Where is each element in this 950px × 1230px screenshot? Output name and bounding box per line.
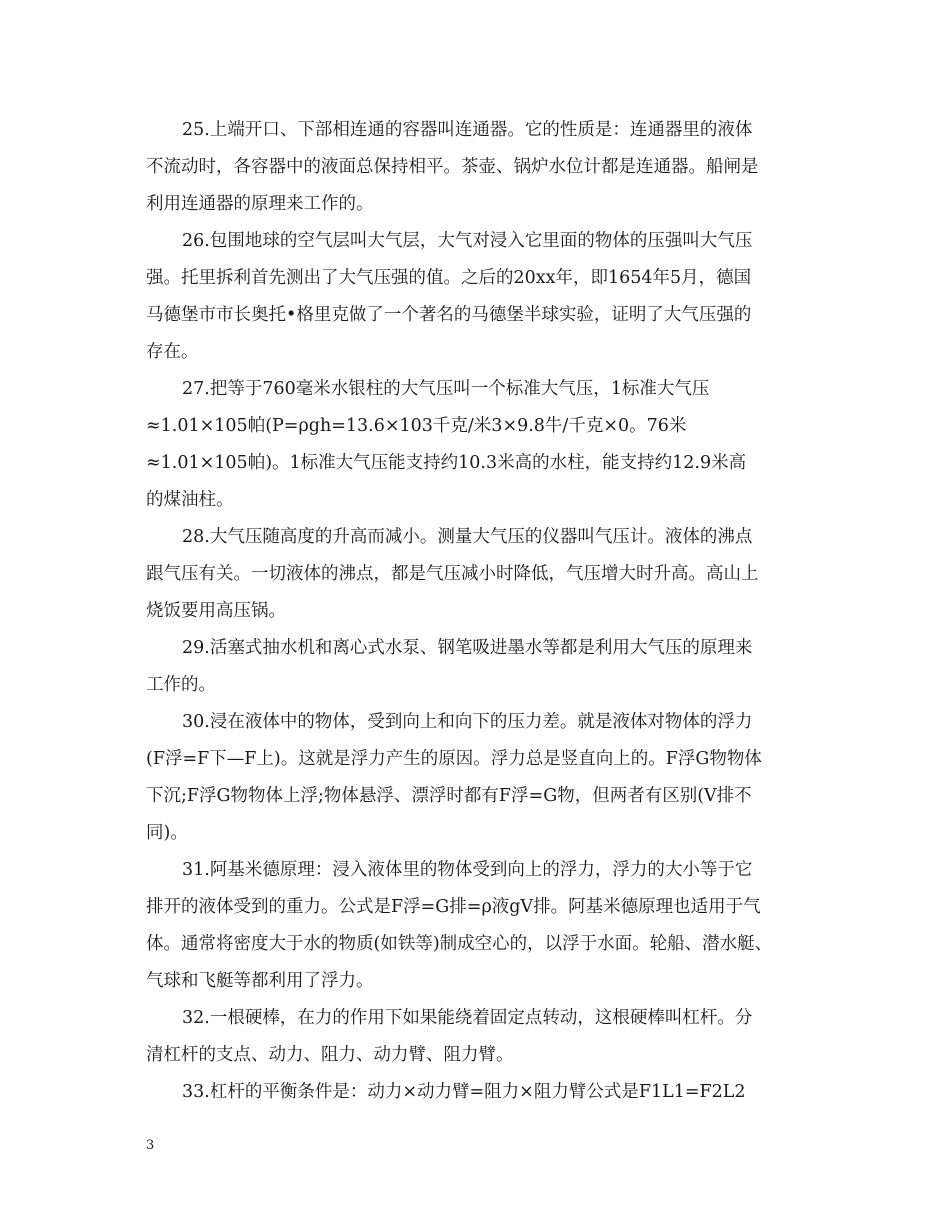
paragraph-line: ≈1.01×105帕(P=ρgh=13.6×103千克/米3×9.8牛/千克×0。76米 — [146, 416, 687, 436]
paragraph-line: 体。通常将密度大于水的物质(如铁等)制成空心的，以浮于水面。轮船、潜水艇、 — [146, 934, 773, 954]
paragraph-25 — [146, 112, 812, 223]
paragraph-32 — [146, 1000, 812, 1074]
document-body — [146, 112, 812, 1111]
paragraph-line: ≈1.01×105帕)。1标准大气压能支持约10.3米高的水柱，能支持约12.9米高 — [146, 453, 747, 473]
paragraph-line: 气球和飞艇等都利用了浮力。 — [146, 971, 374, 991]
page-number: 3 — [146, 1138, 155, 1153]
paragraph-line: 工作的。 — [146, 675, 216, 695]
paragraph-line: 27.把等于760毫米水银柱的大气压叫一个标准大气压，1标准大气压 — [182, 379, 710, 399]
paragraph-line: 利用连通器的原理来工作的。 — [146, 194, 374, 214]
paragraph-27 — [146, 371, 812, 519]
paragraph-line: 同)。 — [146, 823, 188, 843]
paragraph-33 — [146, 1074, 812, 1111]
paragraph-line: 30.浸在液体中的物体，受到向上和向下的压力差。就是液体对物体的浮力 — [182, 712, 753, 732]
paragraph-line: 清杠杆的支点、动力、阻力、动力臂、阻力臂。 — [146, 1045, 514, 1065]
paragraph-30 — [146, 704, 812, 852]
paragraph-line: 的煤油柱。 — [146, 490, 234, 510]
paragraph-31 — [146, 852, 812, 1000]
paragraph-line: 不流动时，各容器中的液面总保持相平。茶壶、锅炉水位计都是连通器。船闸是 — [146, 157, 759, 177]
paragraph-line: 排开的液体受到的重力。公式是F浮=G排=ρ液gV排。阿基米德原理也适用于气 — [146, 897, 761, 917]
paragraph-line: 强。托里拆利首先测出了大气压强的值。之后的20xx年，即1654年5月，德国 — [146, 268, 752, 288]
paragraph-line: (F浮=F下—F上)。这就是浮力产生的原因。浮力总是竖直向上的。F浮G物物体 — [146, 749, 762, 769]
paragraph-line: 33.杠杆的平衡条件是：动力×动力臂=阻力×阻力臂公式是F1L1=F2L2 — [182, 1082, 746, 1102]
paragraph-29 — [146, 630, 812, 704]
paragraph-line: 下沉;F浮G物物体上浮;物体悬浮、漂浮时都有F浮=G物，但两者有区别(V排不 — [146, 786, 752, 806]
paragraph-line: 26.包围地球的空气层叫大气层，大气对浸入它里面的物体的压强叫大气压 — [182, 231, 753, 251]
paragraph-28 — [146, 519, 812, 630]
paragraph-line: 25.上端开口、下部相连通的容器叫连通器。它的性质是：连通器里的液体 — [182, 120, 753, 140]
paragraph-line: 32.一根硬棒，在力的作用下如果能绕着固定点转动，这根硬棒叫杠杆。分 — [182, 1008, 753, 1028]
paragraph-line: 马德堡市市长奥托•格里克做了一个著名的马德堡半球实验，证明了大气压强的 — [146, 305, 752, 325]
paragraph-line: 存在。 — [146, 342, 199, 362]
paragraph-line: 29.活塞式抽水机和离心式水泵、钢笔吸进墨水等都是利用大气压的原理来 — [182, 638, 753, 658]
paragraph-line: 31.阿基米德原理：浸入液体里的物体受到向上的浮力，浮力的大小等于它 — [182, 860, 753, 880]
paragraph-26 — [146, 223, 812, 371]
paragraph-line: 跟气压有关。一切液体的沸点，都是气压减小时降低，气压增大时升高。高山上 — [146, 564, 759, 584]
paragraph-line: 28.大气压随高度的升高而减小。测量大气压的仪器叫气压计。液体的沸点 — [182, 527, 753, 547]
paragraph-line: 烧饭要用高压锅。 — [146, 601, 286, 621]
